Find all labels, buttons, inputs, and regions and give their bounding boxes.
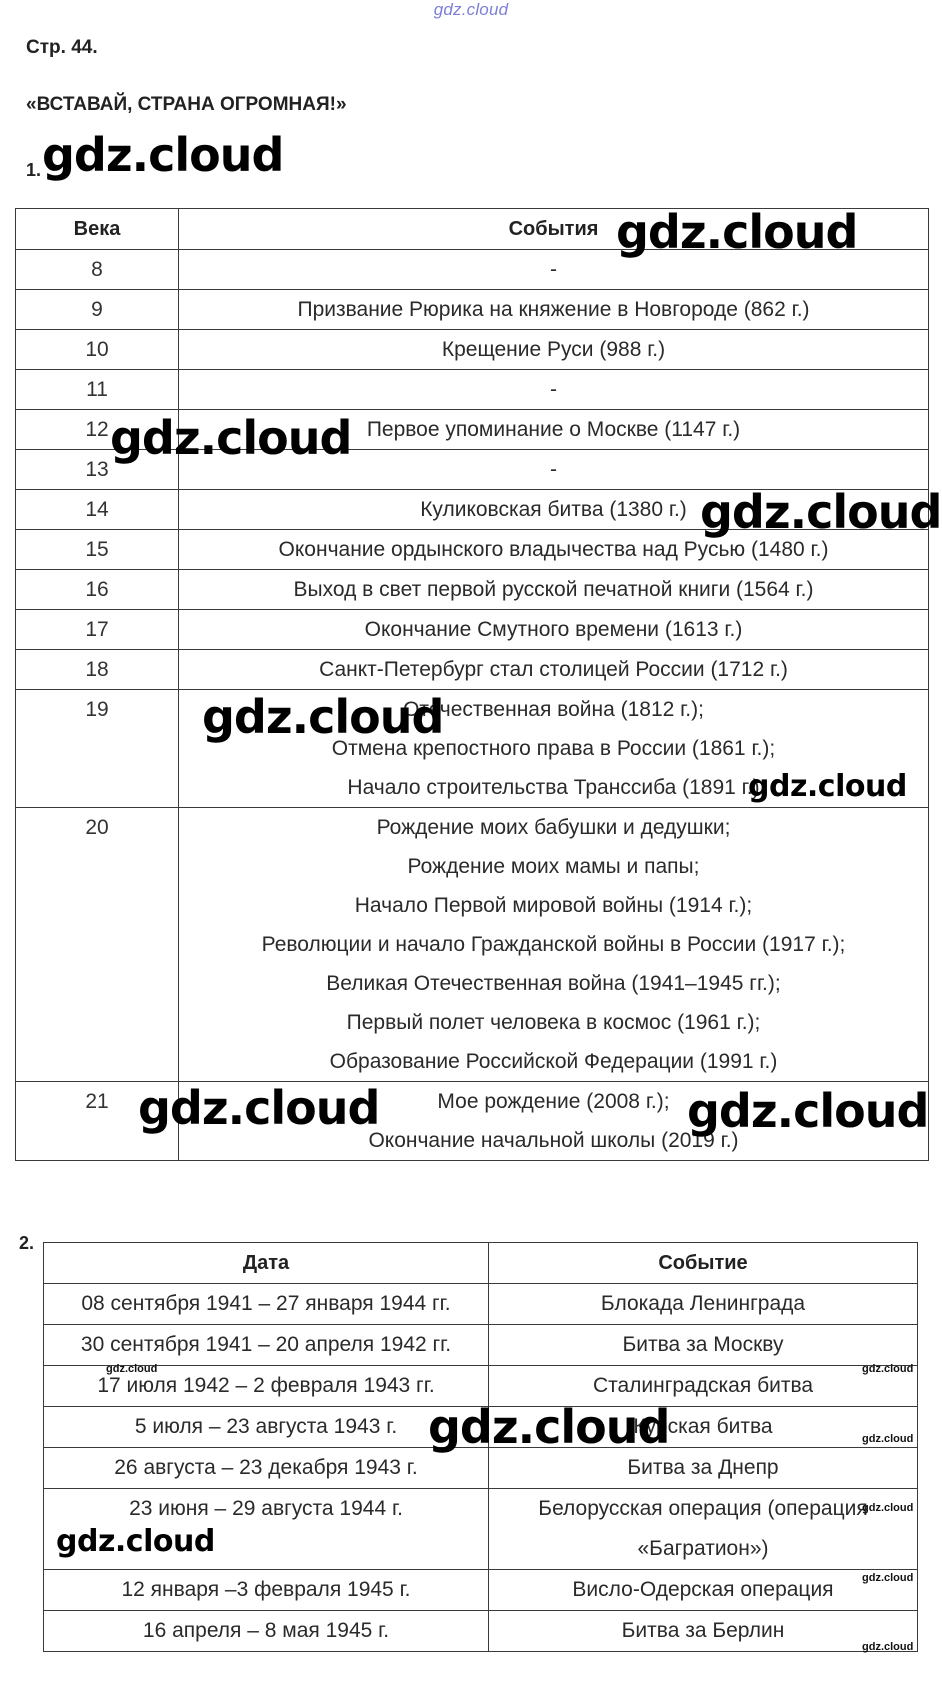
event-text: Начало строительства Транссиба (1891 г.) (347, 776, 760, 799)
century-value: 13 (85, 458, 109, 481)
watermark: gdz.cloud (428, 1400, 670, 1454)
event-text: Белорусская операция (операция (538, 1497, 868, 1520)
date-cell (44, 1448, 489, 1489)
watermark: gdz.cloud (862, 1433, 914, 1445)
event-text: Окончание ордынского владычества над Русью (1480 г.) (278, 538, 829, 561)
event-text: Мое рождение (2008 г.); (437, 1090, 670, 1113)
century-value: 10 (85, 338, 109, 361)
century-value: 14 (85, 498, 109, 521)
table-row (44, 1284, 918, 1325)
century-value: 20 (85, 816, 109, 839)
event-text: Крещение Руси (988 г.) (441, 338, 666, 361)
table-header-row (44, 1243, 918, 1284)
event-cell (489, 1489, 918, 1570)
century-cell (16, 290, 179, 330)
event-text: Курская битва (633, 1415, 773, 1438)
date-cell (44, 1284, 489, 1325)
task-2-number: 2. (19, 1233, 35, 1253)
table-row (16, 290, 929, 330)
event-text: Битва за Москву (622, 1333, 784, 1356)
century-cell (16, 690, 179, 808)
events-cell (179, 570, 929, 610)
century-cell (16, 570, 179, 610)
event-cell (489, 1325, 918, 1366)
table-row (44, 1325, 918, 1366)
century-value: 9 (91, 298, 103, 321)
event-text: Революции и начало Гражданской войны в России (1917 г.); (261, 933, 846, 956)
table-row (16, 650, 929, 690)
events-cell (179, 330, 929, 370)
event-text: «Багратион») (637, 1537, 769, 1560)
date-cell (44, 1407, 489, 1448)
century-cell (16, 650, 179, 690)
event-cell (489, 1611, 918, 1652)
watermark: gdz.cloud (700, 485, 942, 539)
event-text: Первый полет человека в космос (1961 г.); (346, 1011, 761, 1034)
century-value: 16 (85, 578, 109, 601)
event-text: Рождение моих мамы и папы; (407, 855, 700, 878)
watermark: gdz.cloud (616, 205, 858, 259)
century-cell (16, 370, 179, 410)
date-text: 16 апреля – 8 мая 1945 г. (142, 1619, 390, 1642)
date-text: 5 июля – 23 августа 1943 г. (134, 1415, 398, 1438)
date-text: 08 сентября 1941 – 27 января 1944 гг. (81, 1292, 451, 1315)
century-cell (16, 610, 179, 650)
event-cell (489, 1570, 918, 1611)
watermark: gdz.cloud (138, 1081, 380, 1135)
header-centuries: Века (16, 209, 179, 250)
event-cell (489, 1284, 918, 1325)
event-text: Выход в свет первой русской печатной книги (1564 г.) (293, 578, 814, 601)
watermark: gdz.cloud (42, 128, 284, 182)
watermark: gdz.cloud (106, 1363, 158, 1375)
events-cell (179, 370, 929, 410)
event-text: Первое упоминание о Москве (1147 г.) (366, 418, 741, 441)
event-text: Начало Первой мировой войны (1914 г.); (354, 894, 753, 917)
event-text: Висло-Одерская операция (572, 1578, 834, 1601)
century-cell (16, 490, 179, 530)
century-cell (16, 808, 179, 1082)
watermark: gdz.cloud (202, 690, 444, 744)
century-value: 19 (85, 698, 109, 721)
date-text: 17 июля 1942 – 2 февраля 1943 гг. (97, 1374, 435, 1397)
header-events: События (179, 209, 929, 250)
event-text: Отечественная война (1812 г.); (403, 698, 704, 721)
events-cell (179, 650, 929, 690)
event-text: - (550, 378, 557, 401)
date-text: 12 января –3 февраля 1945 г. (121, 1578, 411, 1601)
event-text: Блокада Ленинграда (600, 1292, 806, 1315)
date-cell (44, 1570, 489, 1611)
century-value: 15 (85, 538, 109, 561)
table-row (16, 570, 929, 610)
table-row (16, 330, 929, 370)
watermark: gdz.cloud (862, 1572, 914, 1584)
table-row (16, 370, 929, 410)
century-value: 17 (85, 618, 109, 641)
watermark: gdz.cloud (56, 1524, 215, 1559)
event-text: Битва за Днепр (627, 1456, 779, 1479)
event-text: Великая Отечественная война (1941–1945 гг.); (326, 972, 781, 995)
century-value: 21 (85, 1090, 109, 1113)
watermark: gdz.cloud (862, 1363, 914, 1375)
watermark: gdz.cloud (110, 411, 352, 465)
event-text: Санкт-Петербург стал столицей России (1712 г.) (319, 658, 788, 681)
event-text: Битва за Берлин (621, 1619, 785, 1642)
date-cell (44, 1611, 489, 1652)
header-event: Событие (489, 1243, 918, 1284)
table-row (44, 1570, 918, 1611)
event-text: Образование Российской Федерации (1991 г.) (329, 1050, 778, 1073)
event-text: Сталинградская битва (592, 1374, 814, 1397)
event-text: Рождение моих бабушки и дедушки; (376, 816, 731, 839)
header-date: Дата (44, 1243, 489, 1284)
table-row (44, 1611, 918, 1652)
date-text: 30 сентября 1941 – 20 апреля 1942 гг. (80, 1333, 452, 1356)
top-watermark: gdz.cloud (433, 0, 509, 19)
century-cell (16, 530, 179, 570)
century-cell (16, 250, 179, 290)
watermark: gdz.cloud (862, 1641, 914, 1653)
event-text: Окончание Смутного времени (1613 г.) (364, 618, 743, 641)
event-text: Отмена крепостного права в России (1861 г.); (331, 737, 776, 760)
events-cell (179, 808, 929, 1082)
century-value: 18 (85, 658, 109, 681)
watermark: gdz.cloud (748, 769, 907, 804)
century-value: 12 (85, 418, 109, 441)
event-text: - (550, 258, 557, 281)
event-text: Призвание Рюрика на княжение в Новгороде (862 г.) (297, 298, 810, 321)
event-text: Куликовская битва (1380 г.) (420, 498, 687, 521)
watermark: gdz.cloud (687, 1084, 929, 1138)
date-cell (44, 1325, 489, 1366)
task-1-number: 1. (26, 160, 42, 180)
page-heading: «ВСТАВАЙ, СТРАНА ОГРОМНАЯ!» (26, 94, 347, 115)
centuries-table (15, 205, 929, 1161)
date-text: 23 июня – 29 августа 1944 г. (129, 1497, 403, 1520)
table-row (16, 808, 929, 1082)
century-value: 11 (86, 378, 108, 401)
century-value: 8 (91, 258, 103, 281)
event-text: Окончание начальной школы (2019 г.) (368, 1129, 739, 1152)
date-text: 26 августа – 23 декабря 1943 г. (114, 1456, 418, 1479)
events-cell (179, 610, 929, 650)
page-label: Стр. 44. (26, 37, 98, 58)
events-cell (179, 290, 929, 330)
event-text: - (550, 458, 557, 481)
watermark: gdz.cloud (862, 1502, 914, 1514)
century-cell (16, 330, 179, 370)
table-row (16, 610, 929, 650)
